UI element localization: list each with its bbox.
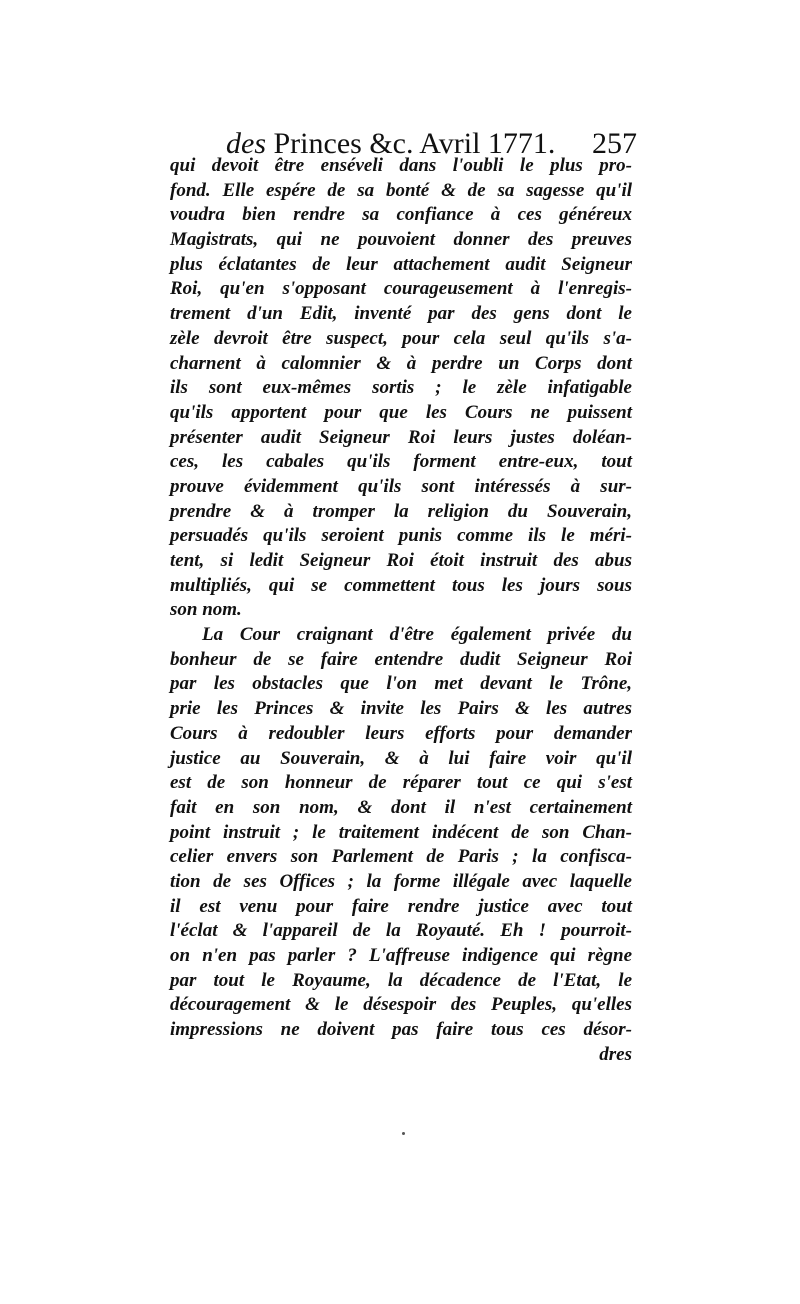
paragraph-start-line: La Cour craignant d'être également privée du [202,624,632,646]
text-line: Magistrats, qui ne pouvoient donner des preuves [170,229,632,251]
text-line: par tout le Royaume, la décadence de l'Etat, le [170,969,632,991]
text-line: Cours à redoubler leurs efforts pour demander [170,722,632,744]
text-line: est de son honneur de réparer tout ce qui s'est [170,772,632,794]
text-line: tion de ses Offices ; la forme illégale avec laquelle [170,870,632,892]
text-line: celier envers son Parlement de Paris ; la confisca- [170,846,632,868]
text-line: fait en son nom, & dont il n'est certainement [170,796,632,818]
text-line: fond. Elle espére de sa bonté & de sa sagesse qu'il [170,179,632,201]
running-head-title-italic: des [226,127,274,160]
text-line: qui devoit être enséveli dans l'oubli le plus pro- [170,155,632,176]
text-line: par les obstacles que l'on met devant le Trône, [170,673,632,695]
text-line: ils sont eux-mêmes sortis ; le zèle infatigable [170,377,632,399]
text-line: multipliés, qui se commettent tous les jours sous [170,574,632,596]
text-line: trement d'un Edit, inventé par des gens dont le [170,303,632,325]
paragraph-end-line: son nom. [170,599,242,621]
page-number: 257 [592,127,637,160]
text-line: voudra bien rendre sa confiance à ces généreux [170,204,632,226]
body-text [170,154,632,1067]
text-line: justice au Souverain, & à lui faire voir qu'il [170,747,632,769]
text-line: présenter audit Seigneur Roi leurs justes doléan- [170,426,632,448]
text-line: il est venu pour faire rendre justice avec tout [170,895,632,917]
text-line: on n'en pas parler ? L'affreuse indigence qui règne [170,945,632,966]
text-line: charnent à calomnier & à perdre un Corps dont [170,352,632,374]
text-line: persuadés qu'ils seroient punis comme ils le méri- [170,525,632,547]
text-line: prendre & à tromper la religion du Souverain, [170,500,632,522]
text-line: point instruit ; le traitement indécent de son Chan- [170,821,632,843]
text-line: bonheur de se faire entendre dudit Seigneur Roi [170,648,632,670]
text-line: prouve évidemment qu'ils sont intéressés à sur- [170,475,632,497]
text-line: qu'ils apportent pour que les Cours ne puissent [170,401,632,423]
text-line: zèle devroit être suspect, pour cela seul qu'ils s'a- [170,327,632,349]
text-line: découragement & le désespoir des Peuples, qu'elles [170,994,632,1016]
text-line: Roi, qu'en s'opposant courageusement à l'enregis- [170,278,632,300]
text-line: tent, si ledit Seigneur Roi étoit instruit des abus [170,550,632,571]
running-head-title-roman: Princes &c. Avril 1771. [273,127,556,160]
text-line: ces, les cabales qu'ils forment entre-eux, tout [170,451,632,473]
paper-speck [402,1132,405,1135]
text-line: impressions ne doivent pas faire tous ces désor- [170,1019,632,1041]
text-line: l'éclat & l'appareil de la Royauté. Eh ! pourroit- [170,920,632,942]
text-line: plus éclatantes de leur attachement audit Seigneur [170,253,632,275]
text-line: prie les Princes & invite les Pairs & les autres [170,698,632,720]
catchword: dres [599,1043,632,1065]
